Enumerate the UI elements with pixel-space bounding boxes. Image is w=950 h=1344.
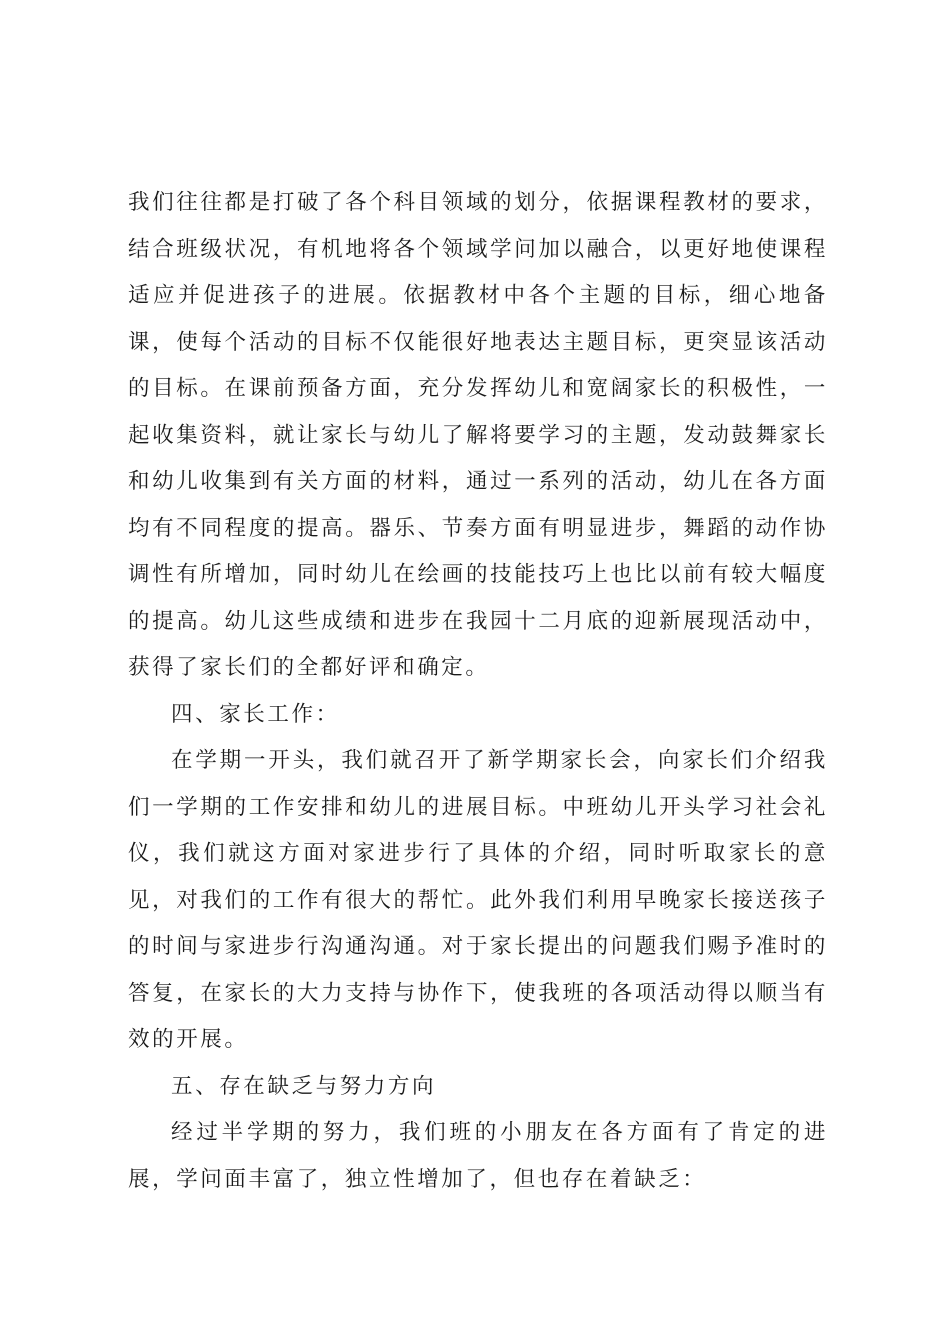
paragraph-parent-work: 在学期一开头，我们就召开了新学期家长会，向家长们介绍我们一学期的工作安排和幼儿的进展目标。中班幼儿开头学习社会礼仪，我们就这方面对家进步行了具体的介绍，同时听取家长的意见，对我们的工作有很大的帮忙。此外我们利用早晚家长接送孩子的时间与家进步行沟通沟通。对于家长提出的问题我们赐予准时的答复，在家长的大力支持与协作下，使我班的各项活动得以顺当有效的开展。 xyxy=(128,748,828,1052)
heading-parent-work: 四、家长工作： xyxy=(171,701,340,727)
paragraph-curriculum: 我们往往都是打破了各个科目领域的划分，依据课程教材的要求，结合班级状况，有机地将各个领域学问加以融合，以更好地使课程适应并促进孩子的进展。依据教材中各个主题的目标，细心地备课，使每个活动的目标不仅能很好地表达主题目标，更突显该活动的目标。在课前预备方面，充分发挥幼儿和宽阔家长的积极性，一起收集资料，就让家长与幼儿了解将要学习的主题，发动鼓舞家长和幼儿收集到有关方面的材料，通过一系列的活动，幼儿在各方面均有不同程度的提高。器乐、节奏方面有明显进步，舞蹈的动作协调性有所增加，同时幼儿在绘画的技能技巧上也比以前有较大幅度的提高。幼儿这些成绩和进步在我园十二月底的迎新展现活动中，获得了家长们的全都好评和确定。 xyxy=(128,190,828,680)
heading-shortcomings: 五、存在缺乏与努力方向 xyxy=(171,1073,437,1099)
paragraph-shortcomings: 经过半学期的努力，我们班的小朋友在各方面有了肯定的进展，学问面丰富了，独立性增加了，但也存在着缺乏： xyxy=(128,1120,828,1192)
document-body xyxy=(128,180,828,1203)
